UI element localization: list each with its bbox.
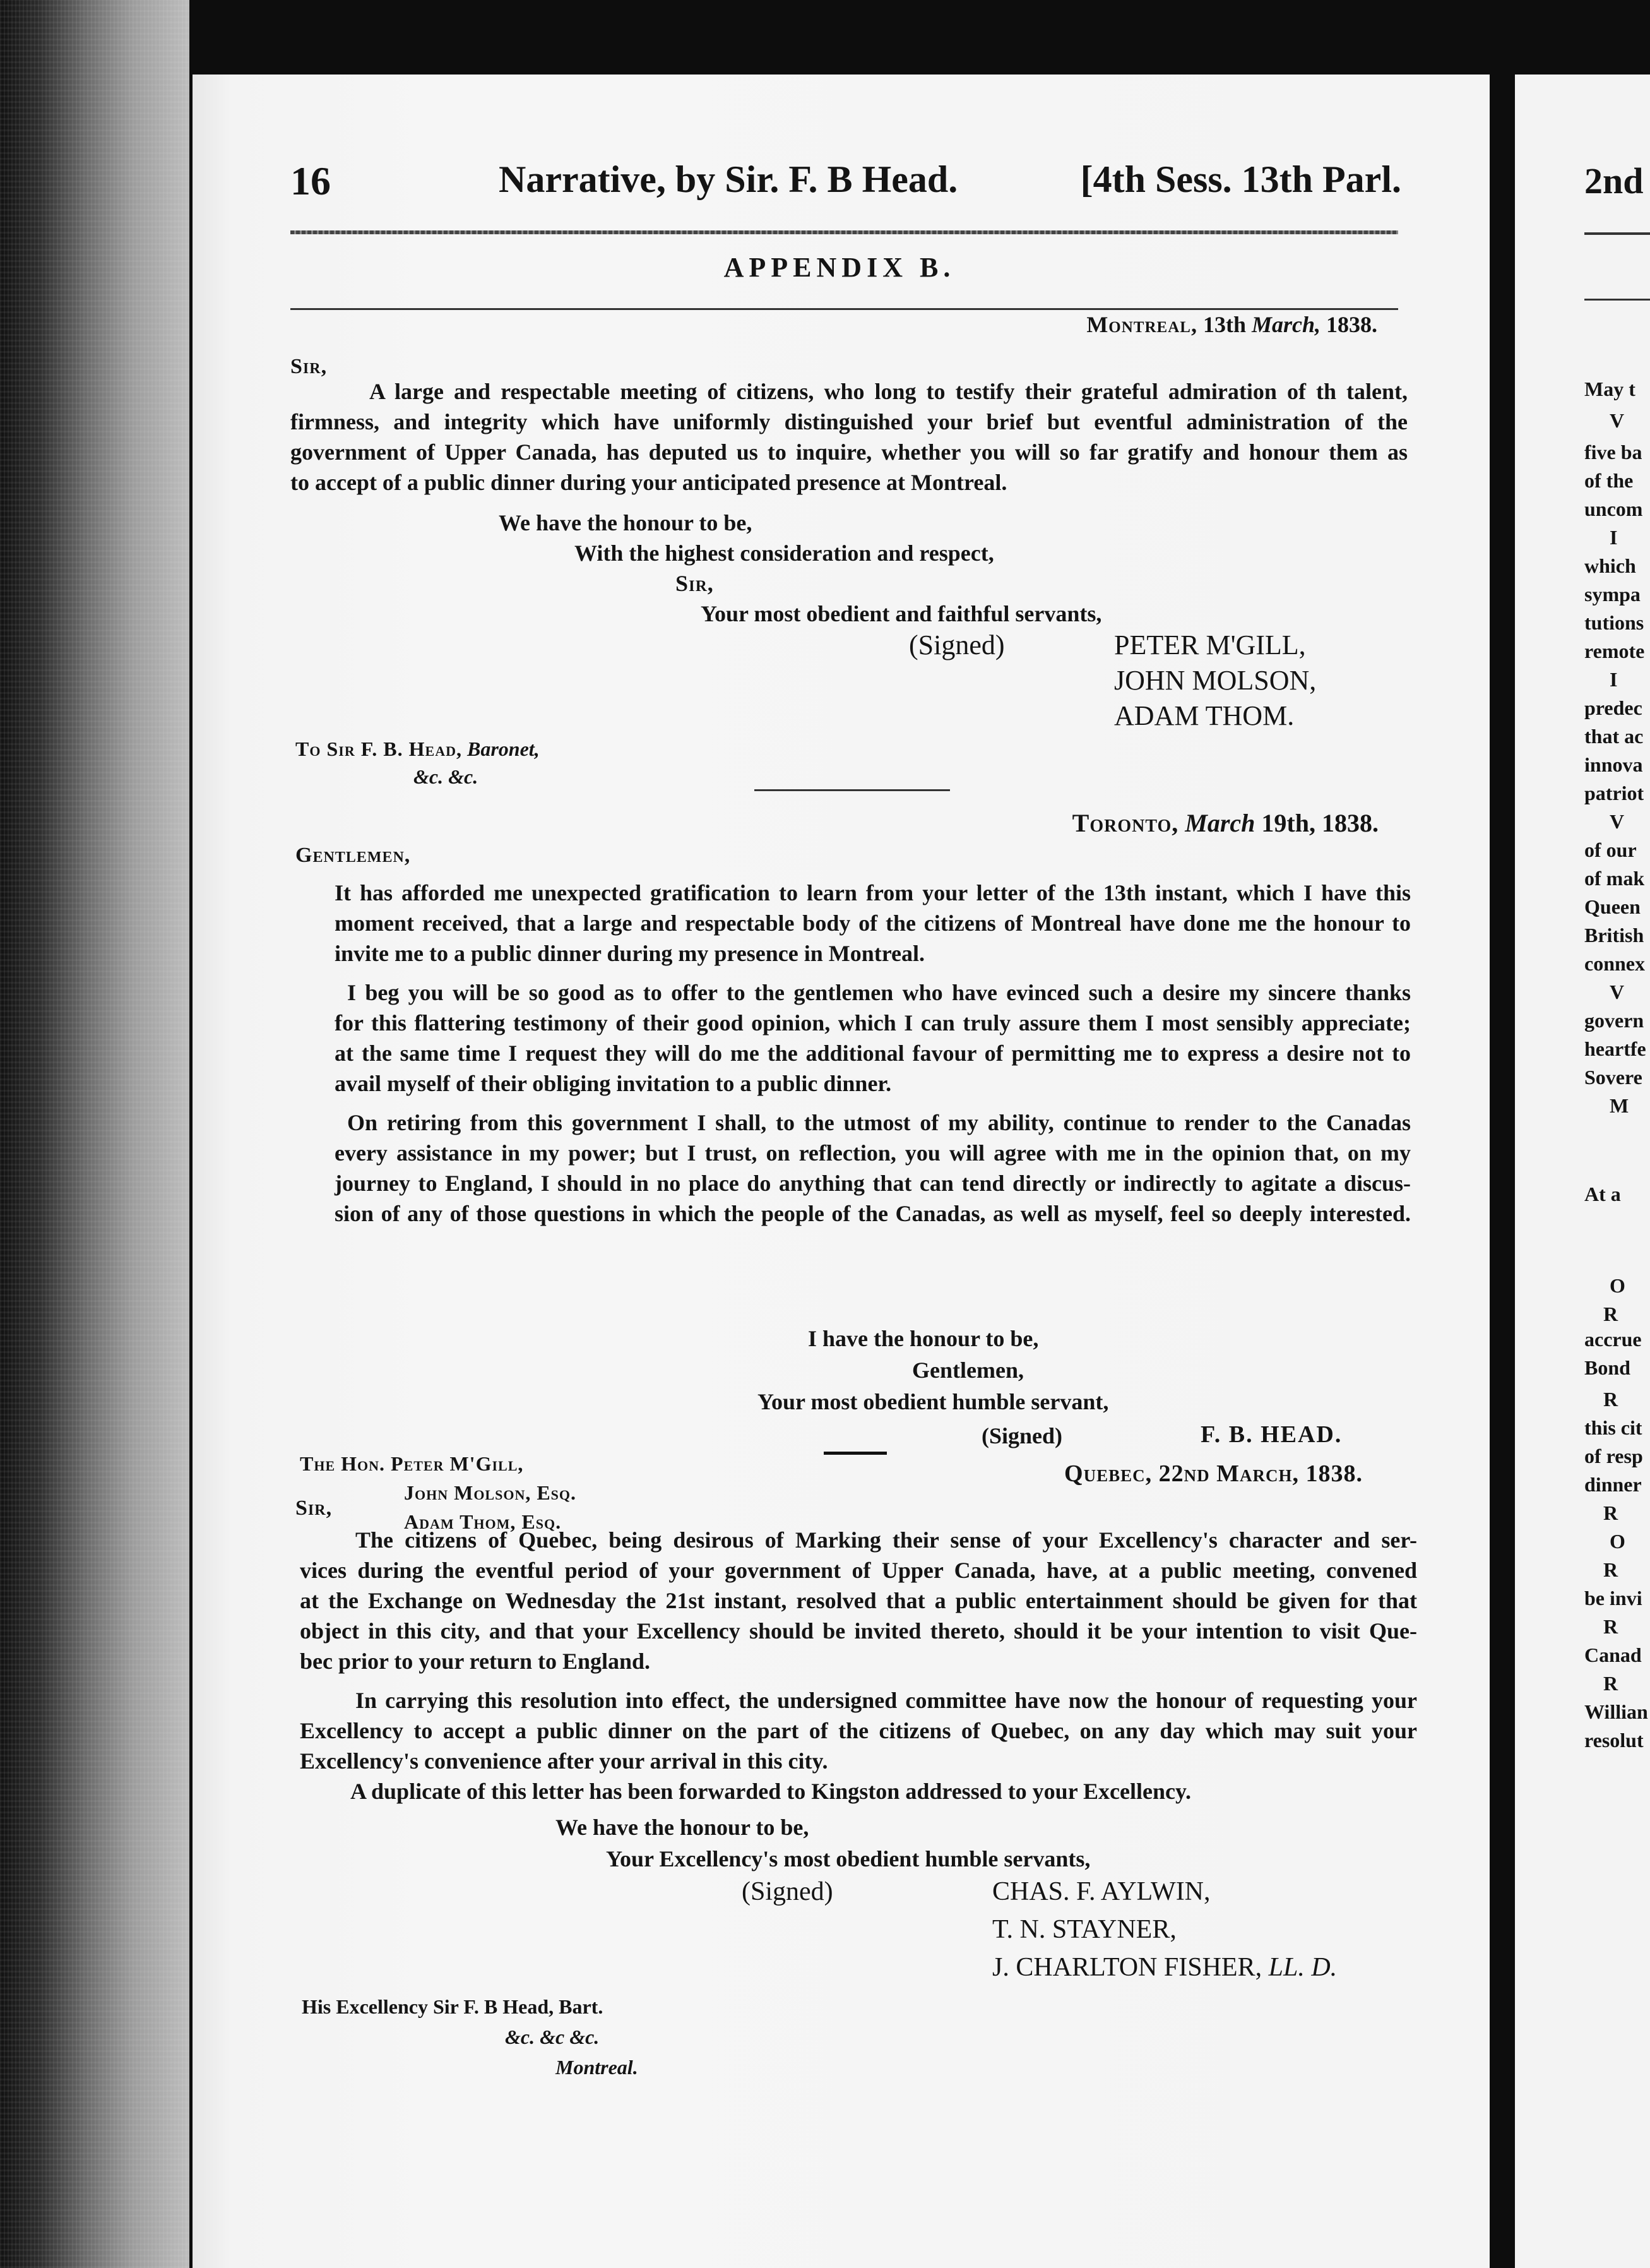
letter3-dateline: Quebec, 22nd March, 1838.	[1064, 1460, 1363, 1487]
letter2-line: I beg you will be so good as to offer to the gentlemen who have evinced such a desire my sincere thanks	[347, 980, 1411, 1005]
letter3-line: The citizens of Quebec, being desirous of Marking their sense of your Excellency's character and ser-	[355, 1527, 1417, 1553]
adjacent-page-header: 2nd	[1584, 160, 1644, 201]
adjacent-page-line: be invi	[1584, 1587, 1642, 1609]
letter3-addressee-etc: &c. &c &c.	[505, 2026, 600, 2048]
adjacent-page-line: connex	[1584, 952, 1645, 975]
adjacent-page-line: British	[1584, 924, 1644, 946]
adjacent-page-line: of resp	[1584, 1445, 1643, 1467]
letter2-closing-line: Your most obedient humble servant,	[757, 1389, 1109, 1414]
letter1-signatory: PETER M'GILL,	[1114, 630, 1306, 660]
adjacent-page-line: R	[1603, 1303, 1618, 1325]
letter1-addressee-etc: &c. &c.	[413, 765, 478, 788]
letter2-line: avail myself of their obliging invitation to a public dinner.	[335, 1071, 892, 1096]
running-title: Narrative, by Sir. F. B Head.	[499, 158, 958, 200]
adjacent-page-line: I	[1610, 668, 1618, 691]
letter2-dateline: Toronto, March 19th, 1838.	[1072, 809, 1379, 837]
letter3-line: vices during the eventful period of your government of Upper Canada, have, at a public meeting, convened	[300, 1558, 1417, 1583]
adjacent-page-line: May t	[1584, 378, 1635, 400]
adjacent-page-line: innova	[1584, 753, 1643, 776]
adjacent-page-line: dinner	[1584, 1473, 1642, 1496]
adjacent-page-line: I	[1610, 526, 1618, 549]
header-rule	[290, 230, 1398, 234]
letter1-closing-line: Sir,	[675, 571, 714, 596]
adjacent-page-line: V	[1610, 409, 1625, 432]
letter2-body	[335, 878, 1411, 1229]
letter2-signatory: F. B. HEAD.	[1201, 1421, 1343, 1448]
letter1-closing-line: With the highest consideration and respect,	[574, 540, 994, 566]
appendix-title: APPENDIX B.	[723, 252, 956, 283]
adjacent-page-line: heartfe	[1584, 1037, 1646, 1060]
letter3-body	[300, 1525, 1417, 1806]
letter2-line: sion of any of those questions in which the people of the Canadas, as well as myself, feel so deeply interested.	[335, 1201, 1411, 1226]
letter2-salutation: Gentlemen,	[295, 844, 411, 867]
page-number: 16	[290, 158, 331, 203]
letter1-signatory: ADAM THOM.	[1114, 700, 1295, 731]
letter3-line: A duplicate of this letter has been forwarded to Kingston addressed to your Excellency.	[350, 1779, 1191, 1804]
letter2-addressee: The Hon. Peter M'Gill,	[300, 1452, 524, 1475]
letter2-line: for this flattering testimony of their good opinion, which I can truly assure them I most sensibly appreciate;	[335, 1010, 1411, 1036]
letter1-signed: (Signed)	[909, 630, 1005, 660]
adjacent-page-line: V	[1610, 981, 1625, 1003]
letter3-line: object in this city, and that your Excellency should be invited thereto, should it be your intention to visit Que-	[300, 1618, 1417, 1644]
letter3-addressee: His Excellency Sir F. B Head, Bart.	[302, 1995, 603, 2018]
letter3-closing-line: We have the honour to be,	[555, 1815, 809, 1840]
letter1-body-line: firmness, and integrity which have uniformly distinguished your brief but eventful administration of the	[290, 409, 1408, 434]
running-head	[290, 158, 1401, 208]
adjacent-page-line: Bond	[1584, 1356, 1630, 1379]
letter2-closing-line: I have the honour to be,	[808, 1326, 1039, 1351]
adjacent-page-line: remote	[1584, 640, 1645, 662]
letter3-line: bec prior to your return to England.	[300, 1649, 651, 1674]
adjacent-page-line: of our	[1584, 839, 1637, 861]
adjacent-page	[1515, 75, 1650, 2268]
adjacent-page-line: which	[1584, 554, 1636, 577]
letter3-salutation: Sir,	[295, 1496, 333, 1520]
adjacent-page-line: of the	[1584, 469, 1634, 492]
appendix-rule	[290, 308, 1398, 310]
letter1-signatory: JOHN MOLSON,	[1114, 665, 1317, 696]
adjacent-page-line: At a	[1584, 1183, 1621, 1205]
letter3-line: at the Exchange on Wednesday the 21st instant, resolved that a public entertainment should be given for that	[300, 1588, 1417, 1613]
adjacent-page-line: resolut	[1584, 1729, 1644, 1752]
letter1-closing-line: We have the honour to be,	[499, 510, 752, 535]
adjacent-header-rule	[1584, 232, 1650, 235]
letter2-line: at the same time I request they will do me the additional favour of permitting me to express a desire not to	[335, 1041, 1411, 1066]
adjacent-page-line: tutions	[1584, 611, 1644, 634]
letter1-closing-line: Your most obedient and faithful servants,	[701, 601, 1102, 626]
letter2-line: every assistance in my power; but I trust, on reflection, you will agree with me in the opinion that, on my	[335, 1140, 1411, 1166]
letter3-signatory: T. N. STAYNER,	[992, 1915, 1177, 1944]
adjacent-page-line: of mak	[1584, 867, 1645, 890]
letter3-signed: (Signed)	[742, 1877, 833, 1906]
letter2-line: On retiring from this government I shall, to the utmost of my ability, continue to render to the Canadas	[347, 1110, 1411, 1135]
letter2-line: moment received, that a large and respectable body of the citizens of Montreal have done me the honour to	[335, 910, 1411, 936]
adjacent-page-line: predec	[1584, 696, 1642, 719]
adjacent-page-line: five ba	[1584, 441, 1642, 463]
adjacent-page-line: Willian	[1584, 1700, 1648, 1723]
letter2-closing-line: Gentlemen,	[912, 1358, 1024, 1383]
adjacent-page-line: M	[1610, 1094, 1629, 1117]
letter2-line: journey to England, I should in no place do anything that can tend directly or indirectly to agitate a discus-	[335, 1171, 1411, 1196]
letter2-signed: (Signed)	[982, 1423, 1063, 1448]
adjacent-page-line: uncom	[1584, 498, 1643, 520]
letter1-body-line: to accept of a public dinner during your anticipated presence at Montreal.	[290, 470, 1007, 495]
letter2-addressee: Adam Thom, Esq.	[404, 1510, 562, 1533]
adjacent-appendix-rule	[1584, 299, 1650, 301]
adjacent-page-line: R	[1603, 1501, 1618, 1524]
letter1-salutation: Sir,	[290, 355, 328, 378]
letter-separator	[754, 789, 950, 791]
adjacent-page-line: that ac	[1584, 725, 1644, 748]
adjacent-page-line: sympa	[1584, 583, 1641, 606]
adjacent-page-line: R	[1603, 1615, 1618, 1638]
scanner-left-edge	[0, 0, 189, 2268]
session-label: [4th Sess. 13th Parl.	[1080, 158, 1401, 200]
letter1-body-line: A large and respectable meeting of citizens, who long to testify their grateful admiration of th talent,	[369, 379, 1408, 404]
adjacent-page-line: patriot	[1584, 782, 1644, 804]
adjacent-page-line: V	[1610, 810, 1625, 833]
adjacent-page-line: O	[1610, 1530, 1625, 1553]
letter2-line: invite me to a public dinner during my presence in Montreal.	[335, 941, 925, 966]
adjacent-page-line: R	[1603, 1388, 1618, 1411]
adjacent-page-line: O	[1610, 1274, 1625, 1297]
adjacent-page-line: this cit	[1584, 1416, 1642, 1439]
letter3-signatory-last: J. CHARLTON FISHER, LL. D.	[992, 1953, 1338, 1982]
adjacent-page-line: Canad	[1584, 1644, 1642, 1666]
letter2-addressee: John Molson, Esq.	[404, 1481, 577, 1504]
letter3-line: Excellency's convenience after your arrival in this city.	[300, 1748, 828, 1774]
letter3-addressee-place: Montreal.	[555, 2056, 638, 2079]
adjacent-page-line: govern	[1584, 1009, 1644, 1032]
letter-separator	[824, 1452, 887, 1455]
adjacent-page-line: Sovere	[1584, 1066, 1642, 1089]
letter3-line: Excellency to accept a public dinner on the part of the citizens of Quebec, on any day which may suit your	[300, 1718, 1417, 1743]
letter3-line: In carrying this resolution into effect, the undersigned committee have now the honour of requesting your	[355, 1688, 1417, 1713]
adjacent-page-line: R	[1603, 1672, 1618, 1695]
adjacent-page-line: R	[1603, 1558, 1618, 1581]
letter1-body	[290, 376, 1408, 498]
letter1-addressee: To Sir F. B. Head, Baronet,	[295, 737, 540, 760]
letter3-closing-line: Your Excellency's most obedient humble servants,	[606, 1846, 1091, 1871]
adjacent-page-line: Queen	[1584, 895, 1641, 918]
letter3-signatory: CHAS. F. AYLWIN,	[992, 1877, 1211, 1906]
letter1-body-line: government of Upper Canada, has deputed us to inquire, whether you will so far gratify and honour them as	[290, 439, 1408, 465]
letter1-dateline: Montreal, 13th March, 1838.	[1086, 312, 1377, 337]
letter2-line: It has afforded me unexpected gratification to learn from your letter of the 13th instant, which I have this	[335, 880, 1411, 905]
adjacent-page-line: accrue	[1584, 1328, 1642, 1351]
